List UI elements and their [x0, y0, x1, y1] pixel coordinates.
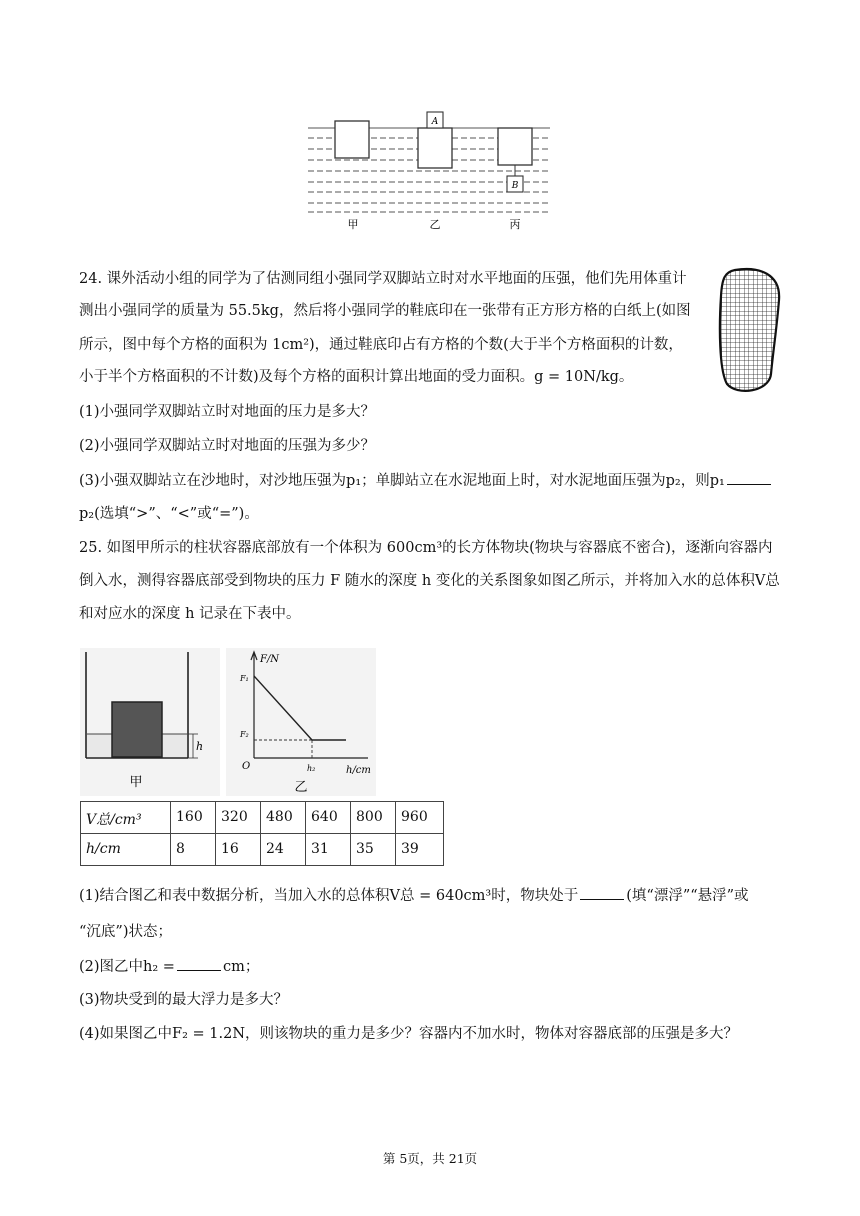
table-cell: 480	[261, 802, 306, 834]
table-cell: 8	[171, 834, 216, 866]
volume-depth-table	[80, 801, 444, 866]
q25-sub1-text: (1)结合图乙和表中数据分析，当加入水的总体积V总 = 640cm³时，物块处于	[79, 888, 579, 904]
q24-sub3-blank[interactable]	[727, 470, 771, 485]
table-cell: 16	[216, 834, 261, 866]
table-cell: 31	[306, 834, 351, 866]
table-cell: 960	[396, 802, 444, 834]
q25-sub2-blank[interactable]	[177, 956, 221, 971]
jia-caption: 甲	[129, 775, 143, 790]
q24-line1: 24. 课外活动小组的同学为了估测同组小强同学双脚站立时对水平地面的压强，他们先用体重计	[79, 271, 687, 287]
table-cell: 35	[351, 834, 396, 866]
page-footer: 第 5页，共 21页	[382, 1151, 478, 1166]
x-axis-label: h/cm	[346, 765, 371, 776]
label-jia: 甲	[347, 218, 359, 231]
q25-sub1-line1	[79, 885, 784, 906]
q25-line2: 倒入水，测得容器底部受到物块的压力 F 随水的深度 h 变化的关系图象如图乙所示，并将加入水的总体积V总	[79, 573, 780, 589]
q24-sub3-line1	[79, 470, 784, 491]
jia-h-label: h	[196, 740, 204, 753]
q24-line4: 小于半个方格面积的不计数)及每个方格的面积计算出地面的受力面积。g = 10N/kg。	[79, 369, 634, 385]
q25-sub4: (4)如果图乙中F₂ = 1.2N，则该物块的重力是多少？容器内不加水时，物体对容器底部的压强是多大？	[79, 1026, 739, 1042]
figure-jia-container	[80, 648, 220, 796]
q25-sub2	[79, 956, 784, 977]
table-cell: 24	[261, 834, 306, 866]
figure-blocks-in-water	[300, 108, 560, 232]
q25-sub2-unit: cm；	[222, 959, 260, 975]
q25-sub1-blank[interactable]	[580, 885, 624, 900]
label-bing: 丙	[509, 218, 521, 231]
shoe-print-figure	[717, 266, 785, 398]
block-b-label: B	[511, 181, 519, 191]
q25-line3: 和对应水的深度 h 记录在下表中。	[79, 606, 301, 622]
x-tick-h2: h₂	[307, 764, 316, 773]
table-cell: 640	[306, 802, 351, 834]
q25-sub1-options: (填“漂浮”“悬浮”或	[626, 888, 749, 904]
table-cell: 800	[351, 802, 396, 834]
graph-caption: 乙	[294, 780, 308, 795]
q24-line2: 测出小强同学的质量为 55.5kg，然后将小强同学的鞋底印在一张带有正方形方格的白纸上(如图	[79, 303, 691, 319]
label-yi: 乙	[429, 218, 441, 231]
table-cell: 160	[171, 802, 216, 834]
y-tick-f2: F₂	[240, 730, 249, 739]
table-row-header: V总/cm³	[81, 802, 171, 834]
q24-line3: 所示，图中每个方格的面积为 1cm²)，通过鞋底印占有方格的个数(大于半个方格面积的计数，	[79, 337, 683, 353]
y-axis-label: F/N	[260, 654, 280, 665]
figure-yi-graph	[226, 648, 376, 796]
origin-label: O	[242, 761, 251, 772]
q25-sub1-line2: “沉底”)状态；	[79, 924, 172, 940]
q24-sub3-text: (3)小强双脚站立在沙地时，对沙地压强为p₁；单脚站立在水泥地面上时，对水泥地面压强为p₂，则p₁	[79, 473, 725, 489]
block-a-label: A	[431, 117, 439, 127]
q25-sub2-text: (2)图乙中h₂ =	[79, 959, 175, 975]
q24-sub3-line2: p₂(选填“>”、“<”或“=”)。	[79, 506, 259, 522]
table-cell: 39	[396, 834, 444, 866]
table-row-header: h/cm	[81, 834, 171, 866]
q24-sub1: (1)小强同学双脚站立时对地面的压力是多大？	[79, 404, 376, 420]
q25-sub3: (3)物块受到的最大浮力是多大？	[79, 992, 289, 1008]
q24-sub2: (2)小强同学双脚站立时对地面的压强为多少？	[79, 438, 376, 454]
y-tick-f1: F₁	[240, 674, 249, 683]
table-row	[81, 802, 444, 834]
table-cell: 320	[216, 802, 261, 834]
table-row	[81, 834, 444, 866]
q25-line1: 25. 如图甲所示的柱状容器底部放有一个体积为 600cm³的长方体物块(物块与容器底不密合)，逐渐向容器内	[79, 540, 773, 556]
